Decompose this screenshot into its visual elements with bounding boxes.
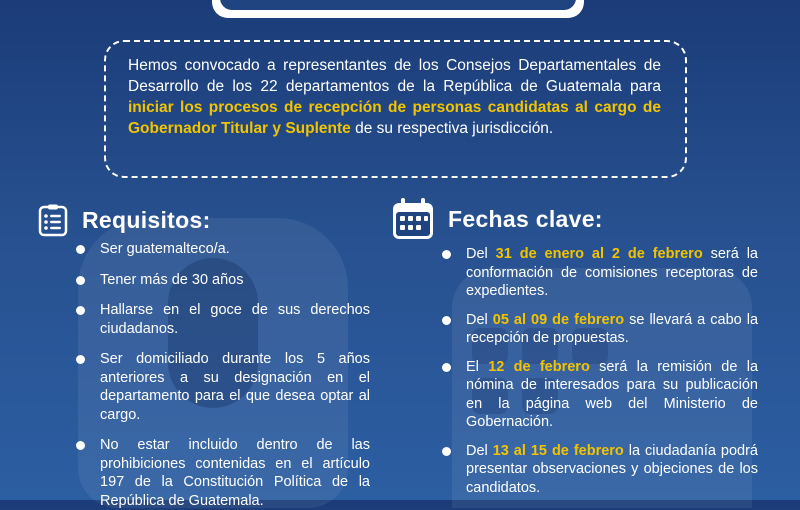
requisito-text: Tener más de 30 años	[100, 271, 244, 288]
list-item	[100, 436, 370, 510]
top-banner-tab	[212, 0, 584, 18]
fecha-date: 13 al 15 de febrero	[492, 442, 624, 459]
requisitos-title: Requisitos:	[82, 207, 211, 233]
fechas-list	[466, 245, 758, 497]
fecha-date: 31 de enero al 2 de febrero	[495, 246, 703, 262]
fecha-date: 05 al 09 de febrero	[492, 311, 625, 328]
bullet-icon	[76, 245, 85, 254]
bullet-icon	[76, 355, 85, 364]
fecha-post: se llevará a cabo la recepción de propuestas.	[466, 311, 759, 346]
fecha-date: 12 de febrero	[488, 358, 590, 375]
bullet-icon	[76, 306, 85, 315]
fecha-post: será la conformación de comisiones receptoras de expedientes.	[466, 246, 758, 299]
list-item	[100, 301, 370, 338]
intro-highlight: iniciar los procesos de recepción de personas candidatas al cargo de Gobernador Titular y Suplente	[128, 99, 661, 137]
fecha-pre: El	[466, 358, 489, 375]
list-item	[466, 311, 758, 348]
requisito-text: Ser guatemalteco/a.	[100, 241, 230, 257]
list-item	[100, 271, 370, 290]
list-item	[100, 240, 370, 259]
bullet-icon	[76, 276, 85, 285]
calendar-icon	[390, 196, 436, 242]
requisito-text: Hallarse en el goce de sus derechos ciudadanos.	[100, 302, 370, 337]
list-item	[100, 350, 370, 424]
fecha-pre: Del	[466, 246, 496, 262]
bullet-icon	[442, 250, 451, 259]
fechas-header	[390, 196, 603, 242]
fecha-post: la ciudadanía podrá presentar observaciones y objeciones de los candidatos.	[466, 442, 758, 496]
checklist-icon	[38, 204, 68, 237]
bullet-icon	[76, 441, 85, 450]
intro-text-before: Hemos convocado a representantes de los Consejos Departamentales de Desarrollo de los 22 departamentos de la República de Guatemala para	[128, 57, 661, 95]
list-item	[466, 245, 758, 301]
requisito-text: Ser domiciliado durante los 5 años anteriores a su designación en el departamento para el que desea optar al cargo.	[100, 351, 370, 423]
bullet-icon	[442, 363, 451, 372]
fechas-title: Fechas clave:	[448, 205, 603, 232]
fecha-pre: Del	[466, 442, 493, 459]
fecha-post: será la remisión de la nómina de interesados para su publicación en la página web del Ministerio de Gobernación.	[466, 358, 759, 430]
bullet-icon	[442, 447, 451, 456]
requisitos-header	[38, 204, 211, 237]
list-item	[466, 442, 758, 498]
intro-box	[104, 40, 687, 178]
requisito-text: No estar incluido dentro de las prohibiciones contenidas en el artículo 197 de la Constitución Política de la República de Guatemala.	[100, 437, 370, 509]
bullet-icon	[442, 316, 451, 325]
list-item	[466, 358, 758, 432]
intro-text-after: de su respectiva jurisdicción.	[350, 120, 554, 137]
fecha-pre: Del	[466, 311, 493, 328]
requisitos-list	[100, 240, 370, 510]
